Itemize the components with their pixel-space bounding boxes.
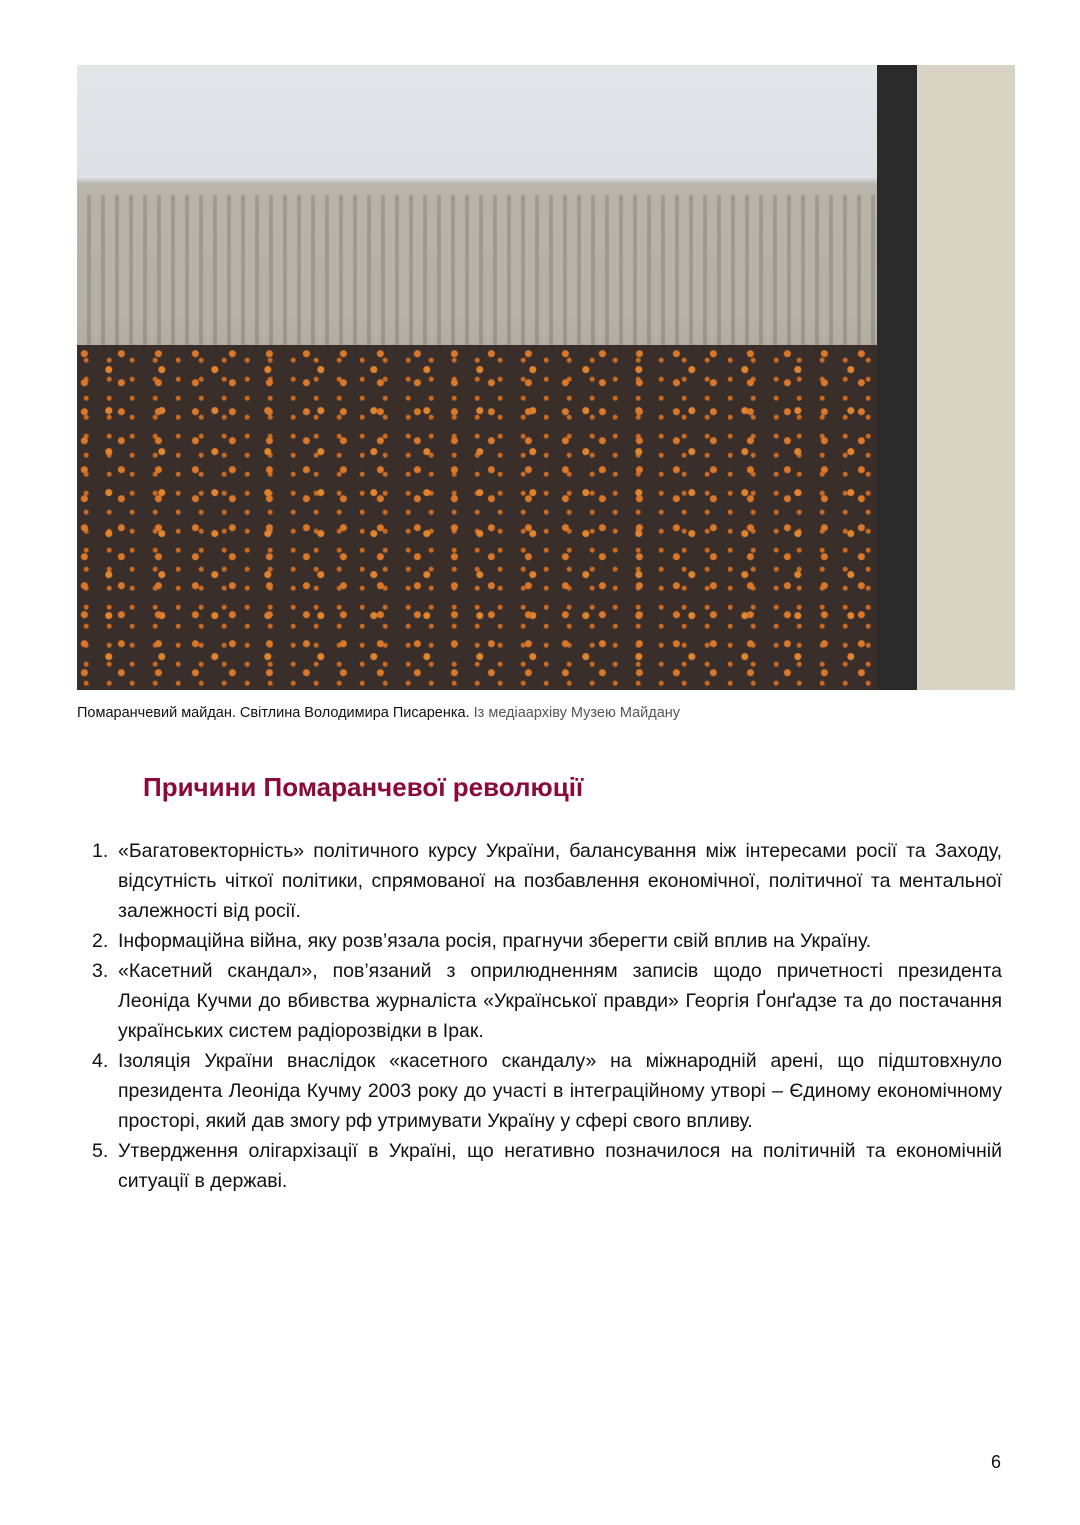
- photo-caption: [77, 705, 680, 721]
- item-number: 3.: [92, 960, 109, 982]
- caption-text: Помаранчевий майдан. Світлина Володимира Писаренка.: [77, 705, 470, 721]
- section-heading: Причини Помаранчевої революції: [143, 772, 584, 802]
- item-number: 1.: [92, 840, 109, 862]
- maidan-photo: [77, 65, 1015, 690]
- list-item: [88, 1046, 1002, 1136]
- list-item: [88, 926, 1002, 956]
- item-text: Інформаційна війна, яку розв’язала росія, прагнучи зберегти свій вплив на Україну.: [118, 930, 872, 952]
- item-text: Утвердження олігархізації в Україні, що негативно позначилося на політичній та економічній ситуації в державі.: [118, 1140, 1002, 1192]
- item-text: Ізоляція України внаслідок «касетного скандалу» на міжнародній арені, що підштовхнуло президента Леоніда Кучму 2003 року до участі в інтеграційному утворі – Єдиному економічному просторі, який дав змогу рф утримувати Україну у сфері свого впливу.: [118, 1050, 1002, 1132]
- item-number: 2.: [92, 930, 109, 952]
- item-number: 5.: [92, 1140, 109, 1162]
- item-number: 4.: [92, 1050, 109, 1072]
- page-number: 6: [991, 1452, 1002, 1472]
- list-item: [88, 1136, 1002, 1196]
- photo-column: [877, 65, 1015, 690]
- photo-buildings: [77, 195, 877, 345]
- photo-crowd: [77, 345, 1015, 690]
- list-item: [88, 956, 1002, 1046]
- list-item: [88, 836, 1002, 926]
- item-text: «Багатовекторність» політичного курсу України, балансування між інтересами росії та Заходу, відсутність чіткої політики, спрямованої на позбавлення економічної, політичної та ментальної залежності від росії.: [118, 840, 1002, 922]
- caption-source: Із медіаархіву Музею Майдану: [473, 705, 681, 721]
- item-text: «Касетний скандал», пов’язаний з оприлюдненням записів щодо причетності президента Леоніда Кучми до вбивства журналіста «Української правди» Георгія Ґонґадзе та до постачання українських систем радіорозвідки в Ірак.: [118, 960, 1002, 1042]
- causes-list: [88, 836, 1002, 1196]
